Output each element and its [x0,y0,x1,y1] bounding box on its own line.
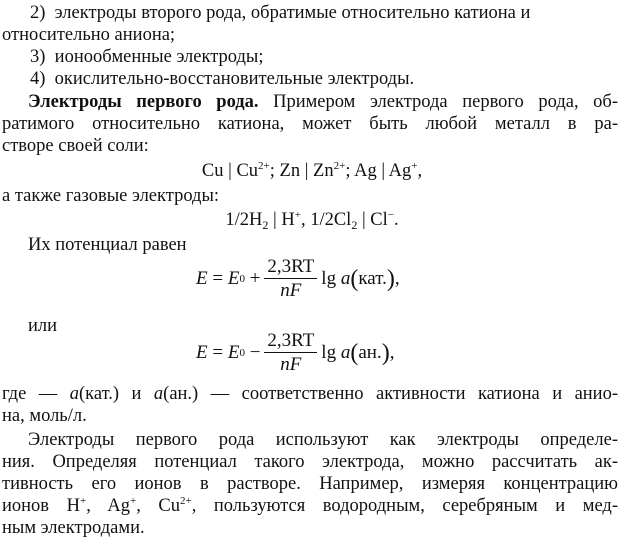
para2-line5: ным электродами. [2,518,145,538]
nernst-formula-anion: E = E 0 − $\frac{2,3RT}{nF}$ lg a ( ан. ) , [196,330,395,375]
para1-line1: Электроды первого рода. Примером электрода первого рода, об- [28,92,618,112]
section-heading: Электроды первого рода. [28,92,259,112]
para2-line3: тивность его ионов в растворе. Например, измеряя концентрацию [2,474,618,494]
text-or: или [28,316,58,336]
electrode-equation-2: $1/2H_2$ | H+, $1/2Cl_2$ | Cl−. [225,209,399,232]
para2-line1: Электроды первого рода используют как электроды определе- [28,430,618,450]
list-item-4: 4) окислительно-восстановительные электроды. [30,69,415,89]
para2-line2: ния. Определяя потенциал такого электрода, можно рассчитать ак- [2,452,618,472]
nernst-formula-cation: E = E 0 + $\frac{2,3RT}{nF}$ lg a ( кат. ) , [196,256,400,301]
where-line1: где — a(кат.) и a(ан.) — соответственно активности катиона и анио- [2,384,618,404]
para1-line2: ратимого относительно катиона, может быть любой металл в ра- [2,114,618,134]
para2-line4: ионов H+, Ag+, $Cu^{2+}$, пользуются водородным, серебряным и мед- [2,495,618,516]
electrode-equation-1: Cu | $Cu^{2+}$; Zn | $Zn^{2+}$; Ag | Ag+, [201,160,423,181]
text-potential: Их потенциал равен [28,235,187,255]
para1-line3: створе своей соли: [2,136,149,156]
fraction: $\frac{2,3RT}{nF}$ [264,330,317,375]
list-item-2-cont: относительно аниона; [2,25,176,45]
where-line2: на, моль/л. [2,406,87,426]
list-item-3: 3) ионообменные электроды; [30,47,264,67]
fraction: $\frac{2,3RT}{nF}$ [264,256,317,301]
list-item-2: 2) электроды второго рода, обратимые относительно катиона и [30,3,531,23]
text-gas-electrodes: а также газовые электроды: [2,186,220,206]
